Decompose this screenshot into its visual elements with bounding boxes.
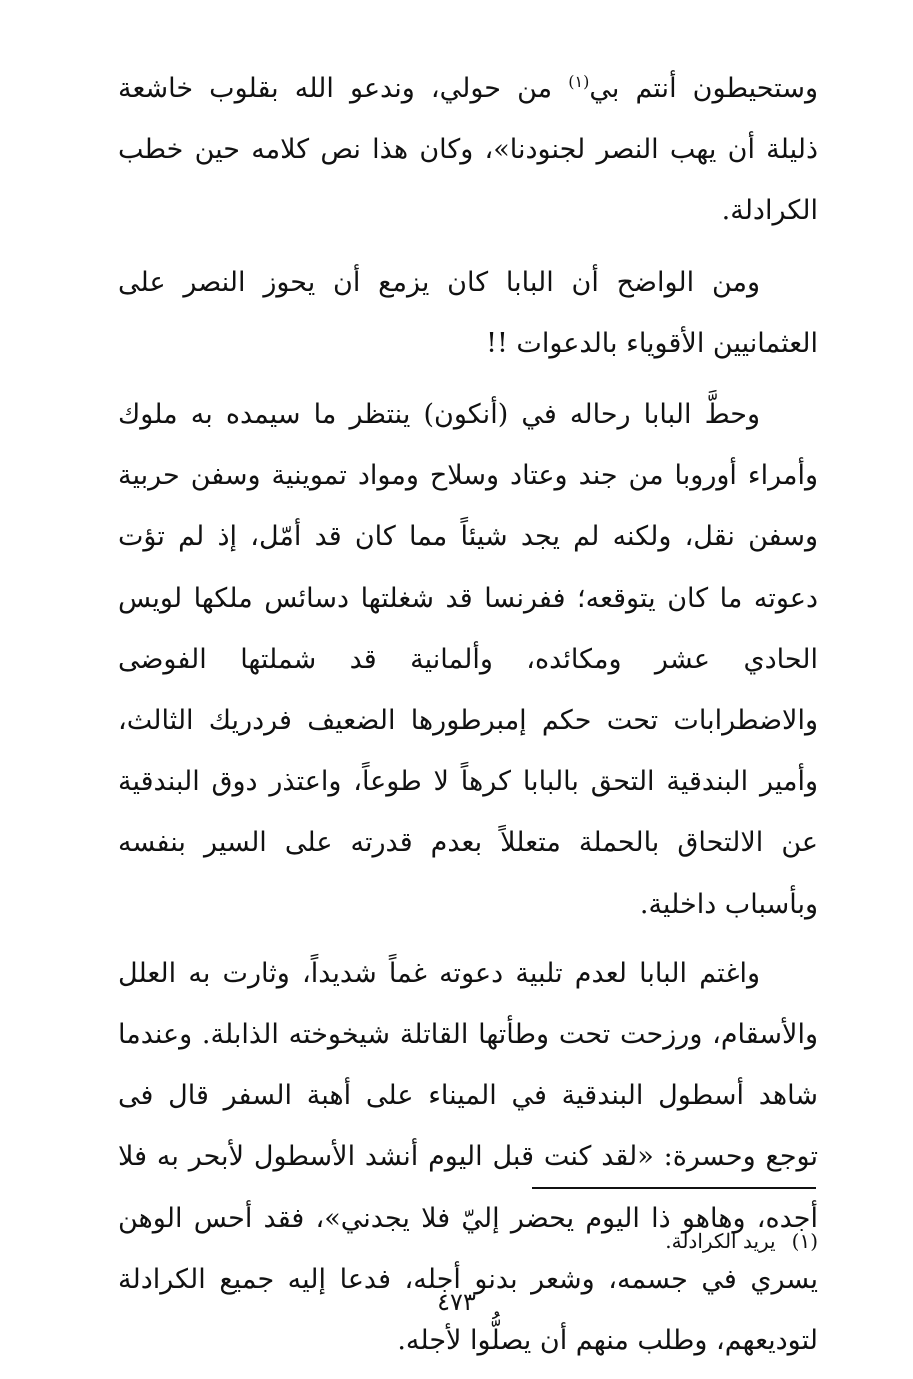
page-number: ٤٧٣ (437, 1288, 476, 1316)
footnote-text: يريد الكرادلة. (665, 1229, 776, 1253)
footnote-number: (١) (791, 1229, 818, 1253)
paragraph-1-rest: من حولي، وندعو الله بقلوب خاشعة ذليلة أن يهب النصر لجنودنا»، وكان هذا نص كلامه حين خطب الكرادلة. (118, 73, 818, 227)
footnote-separator (532, 1187, 816, 1189)
footnote-1 (665, 1226, 818, 1256)
main-text (118, 58, 818, 1379)
footnote-reference: (١) (568, 72, 590, 91)
paragraph-1-start: وستحيطون أنتم بي (589, 73, 818, 104)
paragraph-1 (118, 58, 818, 242)
paragraph-3: وحطَّ البابا رحاله في (أنكون) ينتظر ما سيمده به ملوك وأمراء أوروبا من جند وعتاد وسلاح ومواد تموينية وسفن حربية وسفن نقل، ولكنه لم يجد شيئاً مما كان قد أمّل، إذ لم تؤت دعوته ما كان يتوقعه؛ ففرنسا قد شغلتها دسائس ملكها لويس الحادي عشر ومكائده، وألمانية قد شملتها الفوضى والاضطرابات تحت حكم إمبرطورها الضعيف فردريك الثالث، وأمير البندقية التحق بالبابا كرهاً لا طوعاً، واعتذر دوق البندقية عن الالتحاق بالحملة متعللاً بعدم قدرته على السير بنفسه وبأسباب داخلية. (118, 399, 818, 920)
paragraph-2: ومن الواضح أن البابا كان يزمع أن يحوز النصر على العثمانيين الأقوياء بالدعوات !! (118, 266, 818, 359)
paragraph-4: واغتم البابا لعدم تلبية دعوته غماً شديداً، وثارت به العلل والأسقام، ورزحت تحت وطأتها القاتلة شيخوخته الذابلة. وعندما شاهد أسطول البندقية في الميناء على أهبة السفر قال فى توجع وحسرة: «لقد كنت قبل اليوم أنشد الأسطول لأبحر به فلا أجده، وهاهو ذا اليوم يحضر إليّ فلا يجدني»، فقد أحس الوهن يسري في جسمه، وشعر بدنو أجله، فدعا إليه جميع الكرادلة لتوديعهم، وطلب منهم أن يصلُّوا لأجله. (118, 957, 818, 1357)
